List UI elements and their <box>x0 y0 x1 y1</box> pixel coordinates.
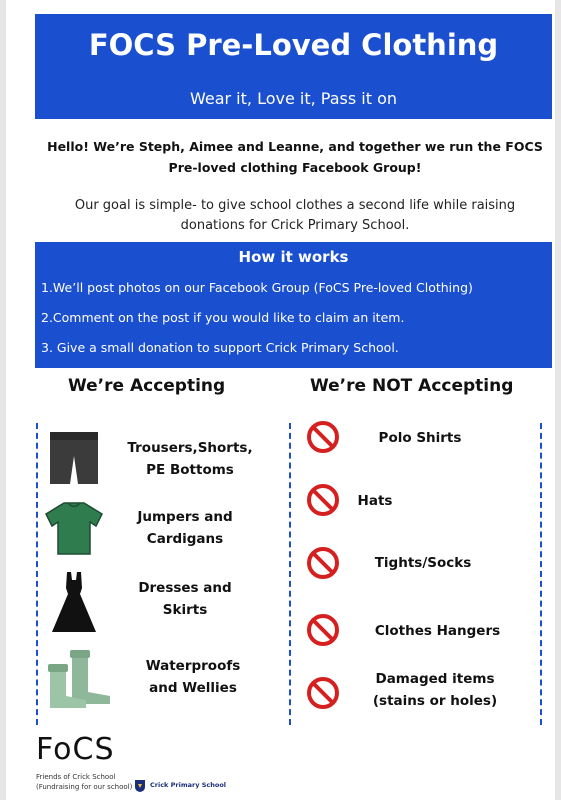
poster-title: FOCS Pre-Loved Clothing <box>88 28 499 62</box>
tshirt-icon <box>44 500 104 556</box>
title-banner <box>35 14 552 119</box>
reject-item-hats: Hats <box>357 493 393 509</box>
logo-subtitle: Friends of Crick School (Fundraising for our school) <box>36 773 133 791</box>
accept-item-trousers: Trousers,Shorts, PE Bottoms <box>127 440 253 478</box>
prohibited-icon <box>306 483 340 517</box>
accept-item-jumpers: Jumpers and Cardigans <box>137 509 233 547</box>
how-step-2: 2.Comment on the post if you would like to claim an item. <box>41 310 405 325</box>
accepting-heading: We’re Accepting <box>68 376 226 396</box>
shorts-icon <box>44 430 104 488</box>
intro-text <box>40 136 550 178</box>
prohibited-icon <box>306 613 340 647</box>
intro-line-2: Pre-loved clothing Facebook Group! <box>168 160 422 175</box>
how-it-works-panel <box>35 242 552 368</box>
not-accepting-heading: We’re NOT Accepting <box>310 376 514 396</box>
reject-item-damaged: Damaged items (stains or holes) <box>372 671 498 709</box>
prohibited-icon <box>306 676 340 710</box>
reject-item-tights: Tights/Socks <box>374 555 472 571</box>
how-step-1: 1.We’ll post photos on our Facebook Group (FoCS Pre-loved Clothing) <box>41 280 473 295</box>
accept-item-waterproofs: Waterproofs and Wellies <box>145 658 241 696</box>
wellies-icon <box>42 648 114 710</box>
dress-icon <box>50 570 98 634</box>
how-it-works-title: How it works <box>238 248 349 266</box>
how-step-3: 3. Give a small donation to support Crick Primary School. <box>41 340 399 355</box>
accept-item-dresses: Dresses and Skirts <box>138 580 232 618</box>
prohibited-icon <box>306 420 340 454</box>
reject-item-polo: Polo Shirts <box>378 430 462 446</box>
reject-item-hangers: Clothes Hangers <box>374 623 501 639</box>
divider-right <box>540 423 542 725</box>
goal-line-2: donations for Crick Primary School. <box>180 218 410 233</box>
school-name: Crick Primary School <box>150 781 227 789</box>
divider-middle <box>289 423 291 725</box>
divider-left <box>36 423 38 725</box>
goal-text <box>50 196 540 236</box>
tagline: Wear it, Love it, Pass it on <box>189 89 398 108</box>
school-crest-icon <box>133 779 147 793</box>
intro-line-1: Hello! We’re Steph, Aimee and Leanne, and together we run the FOCS <box>47 139 543 154</box>
goal-line-1: Our goal is simple- to give school clothes a second life while raising <box>74 198 516 213</box>
prohibited-icon <box>306 546 340 580</box>
focs-logo: FoCS <box>36 732 115 767</box>
